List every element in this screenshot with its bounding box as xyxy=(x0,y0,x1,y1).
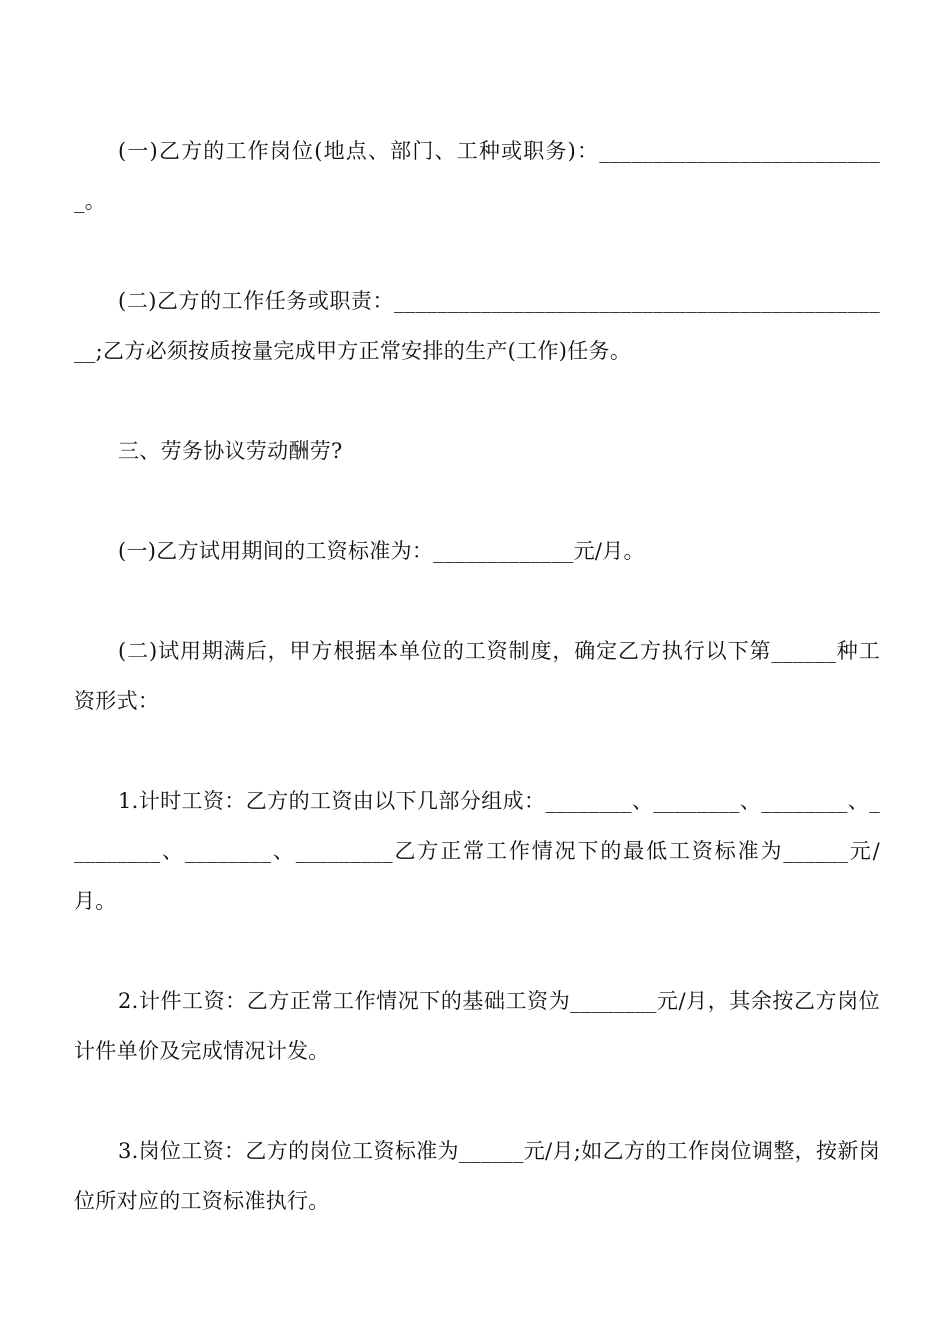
paragraph-hourly-wage: 1.计时工资：乙方的工资由以下几部分组成：________、________、________、_________、________、_________乙方正常工作情况下的最低工资标准为______元/月。 xyxy=(74,789,880,913)
paragraph-work-duties: (二)乙方的工作任务或职责：_______________________________________________;乙方必须按质按量完成甲方正常安排的生产(工作)任务。 xyxy=(74,289,880,363)
section-heading-remuneration: 三、劳务协议劳动酬劳? xyxy=(118,439,343,463)
paragraph-probation-wage: (一)乙方试用期间的工资标准为：_____________元/月。 xyxy=(118,539,645,563)
paragraph-wage-form: (二)试用期满后，甲方根据本单位的工资制度，确定乙方执行以下第______种工资形式： xyxy=(74,639,880,713)
paragraph-work-position: (一)乙方的工作岗位(地点、部门、工种或职务)：___________________________。 xyxy=(74,139,880,213)
paragraph-position-wage: 3.岗位工资：乙方的岗位工资标准为______元/月;如乙方的工作岗位调整，按新岗位所对应的工资标准执行。 xyxy=(74,1139,880,1213)
paragraph-piece-wage: 2.计件工资：乙方正常工作情况下的基础工资为________元/月，其余按乙方岗位计件单价及完成情况计发。 xyxy=(74,989,880,1063)
